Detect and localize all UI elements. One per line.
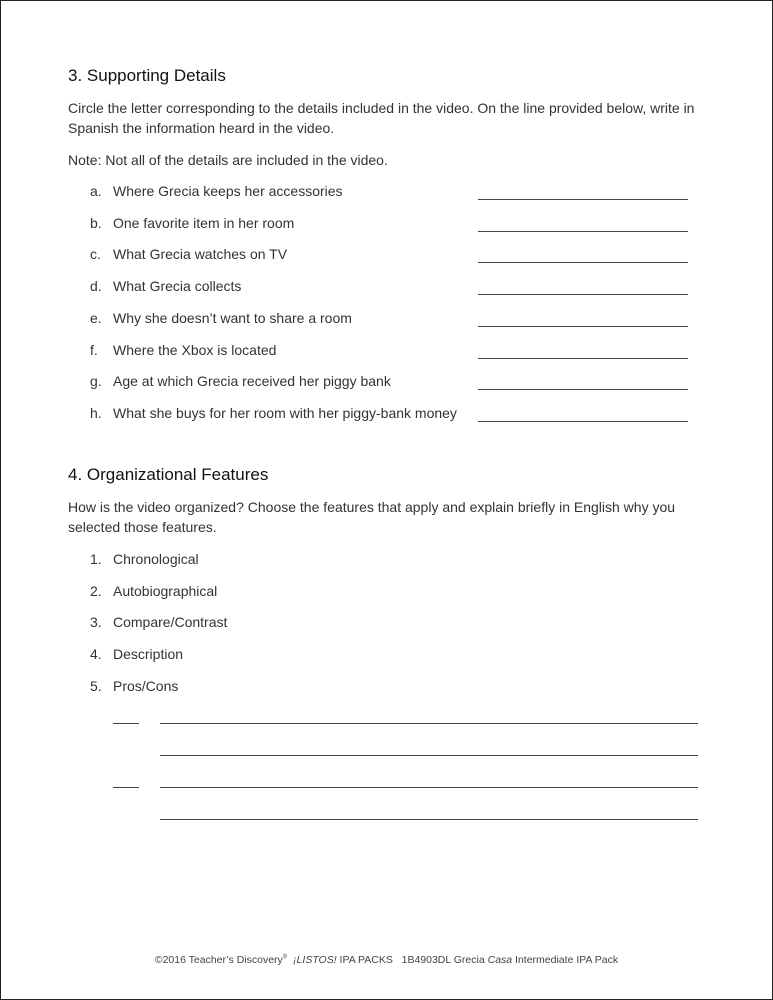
answer-line[interactable] xyxy=(478,199,688,200)
footer xyxy=(0,954,773,966)
footer-reg: ® xyxy=(282,954,288,961)
explanation-line[interactable] xyxy=(160,723,698,724)
footer-packs: IPA PACKS 1B4903DL Grecia xyxy=(336,954,488,966)
feature-text: Pros/Cons xyxy=(113,677,179,694)
detail-letter[interactable]: a. xyxy=(90,183,102,199)
feature-item xyxy=(90,581,217,601)
detail-item xyxy=(90,181,343,201)
detail-item xyxy=(90,371,391,391)
feature-number: 2. xyxy=(90,582,102,599)
detail-letter[interactable]: e. xyxy=(90,309,102,326)
detail-item xyxy=(90,340,276,360)
feature-text: Chronological xyxy=(113,551,199,567)
detail-letter[interactable]: f. xyxy=(90,341,98,358)
detail-letter[interactable]: b. xyxy=(90,214,102,231)
answer-line[interactable] xyxy=(478,294,688,295)
detail-text: What Grecia collects xyxy=(113,278,242,295)
footer-casa: Casa xyxy=(487,954,513,966)
detail-item xyxy=(90,403,457,423)
explanation-line[interactable] xyxy=(160,787,698,788)
answer-line[interactable] xyxy=(478,262,688,263)
section-3-heading: 3. Supporting Details xyxy=(68,66,226,85)
section-4-instructions: How is the video organized? Choose the features that apply and explain briefly in English why you selected those features. xyxy=(68,499,676,535)
feature-number: 1. xyxy=(90,551,102,567)
detail-item xyxy=(90,308,352,328)
footer-copyright: ©2016 Teacher’s Discovery xyxy=(154,954,283,966)
feature-number: 4. xyxy=(90,646,102,663)
section-4-heading: 4. Organizational Features xyxy=(68,465,269,484)
footer-listos: ¡LISTOS! xyxy=(293,954,337,966)
detail-item xyxy=(90,213,294,233)
detail-text: Why she doesn’t want to share a room xyxy=(113,309,352,326)
detail-text: What she buys for her room with her piggy-bank money xyxy=(113,404,457,421)
detail-text: Where the Xbox is located xyxy=(113,341,277,358)
detail-letter[interactable]: g. xyxy=(90,373,102,390)
feature-number: 5. xyxy=(90,677,102,694)
feature-text: Compare/Contrast xyxy=(113,614,228,631)
section-3-note: Note: Not all of the details are included in the video. xyxy=(68,152,388,168)
detail-letter[interactable]: c. xyxy=(90,246,101,263)
answer-line[interactable] xyxy=(478,358,688,359)
feature-item xyxy=(90,612,227,632)
detail-text: Where Grecia keeps her accessories xyxy=(113,183,343,199)
feature-text: Autobiographical xyxy=(113,582,218,599)
feature-number-blank[interactable] xyxy=(113,723,139,724)
detail-letter[interactable]: h. xyxy=(90,404,102,421)
detail-item xyxy=(90,244,287,264)
feature-item xyxy=(90,644,183,664)
section-3-instructions: Circle the letter corresponding to the details included in the video. On the line provided below, write in Spanish the information heard in the video. xyxy=(68,100,695,136)
detail-text: One favorite item in her room xyxy=(113,214,295,231)
footer-rest: Intermediate IPA Pack xyxy=(512,954,619,966)
feature-number: 3. xyxy=(90,614,102,631)
explanation-line[interactable] xyxy=(160,819,698,820)
detail-letter[interactable]: d. xyxy=(90,278,102,295)
feature-text: Description xyxy=(113,646,184,663)
answer-line[interactable] xyxy=(478,231,688,232)
answer-line[interactable] xyxy=(478,421,688,422)
detail-item xyxy=(90,276,241,296)
feature-item xyxy=(90,676,178,696)
feature-item xyxy=(90,549,199,569)
feature-number-blank[interactable] xyxy=(113,787,139,788)
detail-text: Age at which Grecia received her piggy bank xyxy=(113,373,391,390)
answer-line[interactable] xyxy=(478,389,688,390)
answer-line[interactable] xyxy=(478,326,688,327)
detail-text: What Grecia watches on TV xyxy=(113,246,288,263)
explanation-line[interactable] xyxy=(160,755,698,756)
